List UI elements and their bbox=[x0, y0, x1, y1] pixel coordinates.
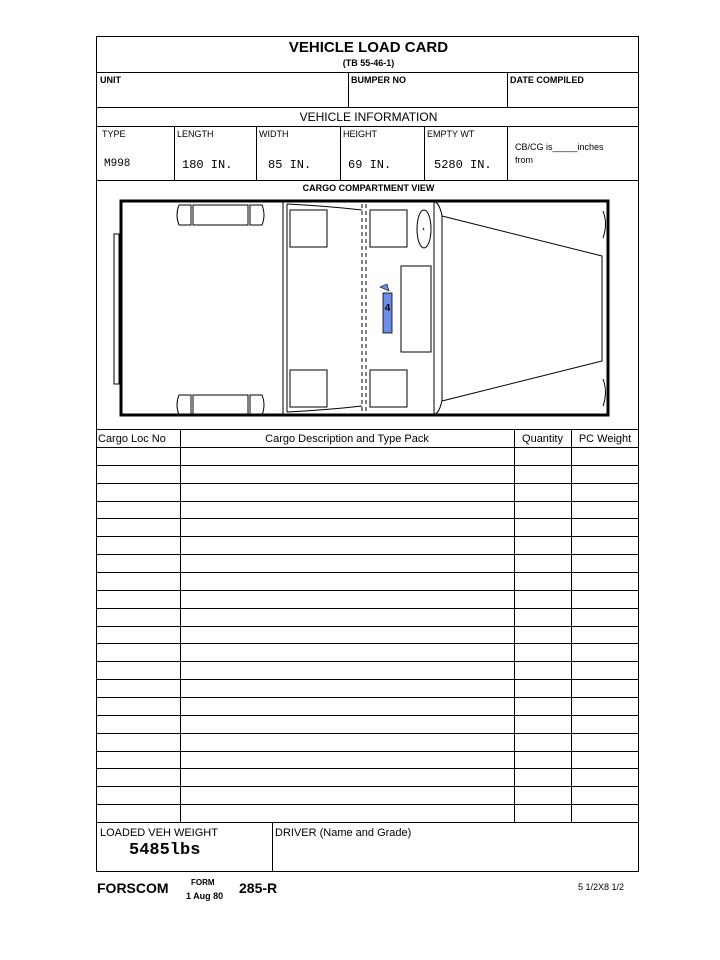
cargo-description-cell[interactable] bbox=[180, 465, 514, 483]
table-row bbox=[97, 572, 638, 590]
pc-weight-cell[interactable] bbox=[571, 661, 638, 679]
quantity-cell[interactable] bbox=[514, 447, 571, 465]
cargo-loc-no-cell[interactable] bbox=[97, 733, 180, 751]
table-row bbox=[97, 501, 638, 519]
table-row bbox=[97, 483, 638, 501]
loaded-weight-label: LOADED VEH WEIGHT bbox=[100, 827, 218, 839]
table-row bbox=[97, 447, 638, 465]
quantity-cell[interactable] bbox=[514, 733, 571, 751]
cargo-loc-no-cell[interactable] bbox=[97, 518, 180, 536]
quantity-cell[interactable] bbox=[514, 590, 571, 608]
quantity-cell[interactable] bbox=[514, 626, 571, 644]
cargo-description-cell[interactable] bbox=[180, 786, 514, 804]
cargo-description-cell[interactable] bbox=[180, 804, 514, 822]
wheel-well-rear-bottom bbox=[177, 395, 264, 415]
table-row bbox=[97, 465, 638, 483]
table-row bbox=[97, 679, 638, 697]
width-label: WIDTH bbox=[259, 129, 289, 139]
quantity-cell[interactable] bbox=[514, 661, 571, 679]
pc-weight-cell[interactable] bbox=[571, 590, 638, 608]
table-row bbox=[97, 786, 638, 804]
pc-weight-cell[interactable] bbox=[571, 679, 638, 697]
vehicle-body-outline bbox=[121, 201, 608, 415]
cargo-description-cell[interactable] bbox=[180, 536, 514, 554]
seat-rear-left bbox=[290, 210, 327, 247]
cargo-description-cell[interactable] bbox=[180, 626, 514, 644]
pc-weight-cell[interactable] bbox=[571, 643, 638, 661]
pc-weight-cell[interactable] bbox=[571, 626, 638, 644]
cargo-loc-no-cell[interactable] bbox=[97, 626, 180, 644]
form-title: VEHICLE LOAD CARD bbox=[288, 39, 449, 56]
cargo-description-cell[interactable] bbox=[180, 679, 514, 697]
table-row bbox=[97, 626, 638, 644]
pc-weight-cell[interactable] bbox=[571, 572, 638, 590]
quantity-cell[interactable] bbox=[514, 715, 571, 733]
quantity-cell[interactable] bbox=[514, 483, 571, 501]
table-row bbox=[97, 608, 638, 626]
cargo-description-cell[interactable] bbox=[180, 554, 514, 572]
cargo-loc-no-cell[interactable] bbox=[97, 715, 180, 733]
quantity-cell[interactable] bbox=[514, 786, 571, 804]
column-pc-weight: PC Weight bbox=[578, 433, 632, 445]
quantity-cell[interactable] bbox=[514, 643, 571, 661]
pc-weight-cell[interactable] bbox=[571, 715, 638, 733]
table-row bbox=[97, 643, 638, 661]
driver-label: DRIVER (Name and Grade) bbox=[275, 827, 412, 839]
cargo-description-cell[interactable] bbox=[180, 483, 514, 501]
pc-weight-cell[interactable] bbox=[571, 465, 638, 483]
cargo-description-cell[interactable] bbox=[180, 608, 514, 626]
column-cargo-description: Cargo Description and Type Pack bbox=[265, 433, 429, 445]
center-console bbox=[401, 266, 431, 352]
cargo-description-cell[interactable] bbox=[180, 447, 514, 465]
cargo-loc-no-cell[interactable] bbox=[97, 804, 180, 822]
cargo-loc-no-cell[interactable] bbox=[97, 447, 180, 465]
date-compiled-label: DATE COMPILED bbox=[510, 75, 584, 85]
compartment-heading: CARGO COMPARTMENT VIEW bbox=[302, 183, 435, 193]
pc-weight-cell[interactable] bbox=[571, 733, 638, 751]
wheel-well-rear-top bbox=[177, 205, 264, 225]
pc-weight-cell[interactable] bbox=[571, 518, 638, 536]
cargo-description-cell[interactable] bbox=[180, 715, 514, 733]
table-row bbox=[97, 661, 638, 679]
cargo-loc-no-cell[interactable] bbox=[97, 501, 180, 519]
cbcg-text: CB/CG is_____inches bbox=[515, 142, 604, 152]
type-value: M998 bbox=[104, 158, 131, 170]
table-row bbox=[97, 554, 638, 572]
cargo-marker-label: 4 bbox=[384, 303, 391, 314]
pc-weight-cell[interactable] bbox=[571, 483, 638, 501]
pc-weight-cell[interactable] bbox=[571, 804, 638, 822]
cargo-loc-no-cell[interactable] bbox=[97, 483, 180, 501]
pc-weight-cell[interactable] bbox=[571, 697, 638, 715]
cargo-description-cell[interactable] bbox=[180, 661, 514, 679]
footer-form-word: FORM bbox=[191, 878, 215, 887]
cargo-loc-no-cell[interactable] bbox=[97, 643, 180, 661]
seat-front-left bbox=[370, 210, 407, 247]
quantity-cell[interactable] bbox=[514, 679, 571, 697]
quantity-cell[interactable] bbox=[514, 768, 571, 786]
quantity-cell[interactable] bbox=[514, 608, 571, 626]
pc-weight-cell[interactable] bbox=[571, 751, 638, 769]
bumper-no-label: BUMPER NO bbox=[351, 75, 407, 85]
table-row bbox=[97, 751, 638, 769]
rear-bumper bbox=[114, 234, 119, 384]
empty-wt-label: EMPTY WT bbox=[427, 129, 475, 139]
length-label: LENGTH bbox=[177, 129, 214, 139]
table-row bbox=[97, 733, 638, 751]
cargo-description-cell[interactable] bbox=[180, 501, 514, 519]
cargo-description-cell[interactable] bbox=[180, 751, 514, 769]
column-cargo-loc-no: Cargo Loc No bbox=[98, 433, 166, 445]
pc-weight-cell[interactable] bbox=[571, 501, 638, 519]
height-value: 69 IN. bbox=[348, 158, 392, 172]
table-row bbox=[97, 590, 638, 608]
quantity-cell[interactable] bbox=[514, 518, 571, 536]
width-value: 85 IN. bbox=[268, 158, 312, 172]
pc-weight-cell[interactable] bbox=[571, 536, 638, 554]
quantity-cell[interactable] bbox=[514, 554, 571, 572]
pc-weight-cell[interactable] bbox=[571, 447, 638, 465]
cargo-description-cell[interactable] bbox=[180, 518, 514, 536]
quantity-cell[interactable] bbox=[514, 572, 571, 590]
pc-weight-cell[interactable] bbox=[571, 554, 638, 572]
cargo-loc-no-cell[interactable] bbox=[97, 661, 180, 679]
cargo-description-cell[interactable] bbox=[180, 590, 514, 608]
table-row bbox=[97, 518, 638, 536]
footer-paper-size: 5 1/2X8 1/2 bbox=[578, 882, 625, 892]
table-row bbox=[97, 536, 638, 554]
column-quantity: Quantity bbox=[522, 433, 563, 445]
cargo-description-cell[interactable] bbox=[180, 733, 514, 751]
table-row bbox=[97, 715, 638, 733]
type-label: TYPE bbox=[102, 129, 126, 139]
empty-wt-value: 5280 IN. bbox=[434, 158, 492, 172]
table-row bbox=[97, 768, 638, 786]
cargo-description-cell[interactable] bbox=[180, 697, 514, 715]
footer-form-date: 1 Aug 80 bbox=[186, 891, 224, 901]
cargo-table-body bbox=[97, 447, 638, 822]
quantity-cell[interactable] bbox=[514, 465, 571, 483]
quantity-cell[interactable] bbox=[514, 536, 571, 554]
pc-weight-cell[interactable] bbox=[571, 786, 638, 804]
cargo-loc-no-cell[interactable] bbox=[97, 697, 180, 715]
seat-rear-right bbox=[290, 370, 327, 407]
cargo-loc-no-cell[interactable] bbox=[97, 768, 180, 786]
vehicle-top-view-diagram bbox=[97, 196, 638, 426]
footer-org: FORSCOM bbox=[97, 880, 169, 896]
unit-label: UNIT bbox=[100, 75, 121, 85]
quantity-cell[interactable] bbox=[514, 751, 571, 769]
quantity-cell[interactable] bbox=[514, 501, 571, 519]
cargo-description-cell[interactable] bbox=[180, 768, 514, 786]
length-value: 180 IN. bbox=[182, 158, 233, 172]
cargo-loc-no-cell[interactable] bbox=[97, 608, 180, 626]
quantity-cell[interactable] bbox=[514, 697, 571, 715]
height-label: HEIGHT bbox=[343, 129, 378, 139]
form-subtitle: (TB 55-46-1) bbox=[342, 58, 395, 68]
loaded-weight-value: 5485lbs bbox=[129, 841, 201, 860]
cargo-loc-no-cell[interactable] bbox=[97, 679, 180, 697]
vehicle-info-heading: VEHICLE INFORMATION bbox=[299, 110, 438, 124]
cargo-description-cell[interactable] bbox=[180, 572, 514, 590]
divider bbox=[97, 72, 638, 73]
cargo-description-cell[interactable] bbox=[180, 643, 514, 661]
vehicle-load-card-form bbox=[96, 36, 639, 872]
table-row bbox=[97, 804, 638, 822]
cbcg-from: from bbox=[515, 155, 533, 165]
cargo-loc-no-cell[interactable] bbox=[97, 536, 180, 554]
quantity-cell[interactable] bbox=[514, 804, 571, 822]
footer-form-number: 285-R bbox=[239, 880, 278, 896]
seat-front-right bbox=[370, 370, 407, 407]
pc-weight-cell[interactable] bbox=[571, 768, 638, 786]
cargo-loc-no-cell[interactable] bbox=[97, 572, 180, 590]
cargo-loc-no-cell[interactable] bbox=[97, 751, 180, 769]
table-row bbox=[97, 697, 638, 715]
cargo-loc-no-cell[interactable] bbox=[97, 554, 180, 572]
cargo-loc-no-cell[interactable] bbox=[97, 465, 180, 483]
cargo-loc-no-cell[interactable] bbox=[97, 590, 180, 608]
cargo-loc-no-cell[interactable] bbox=[97, 786, 180, 804]
pc-weight-cell[interactable] bbox=[571, 608, 638, 626]
